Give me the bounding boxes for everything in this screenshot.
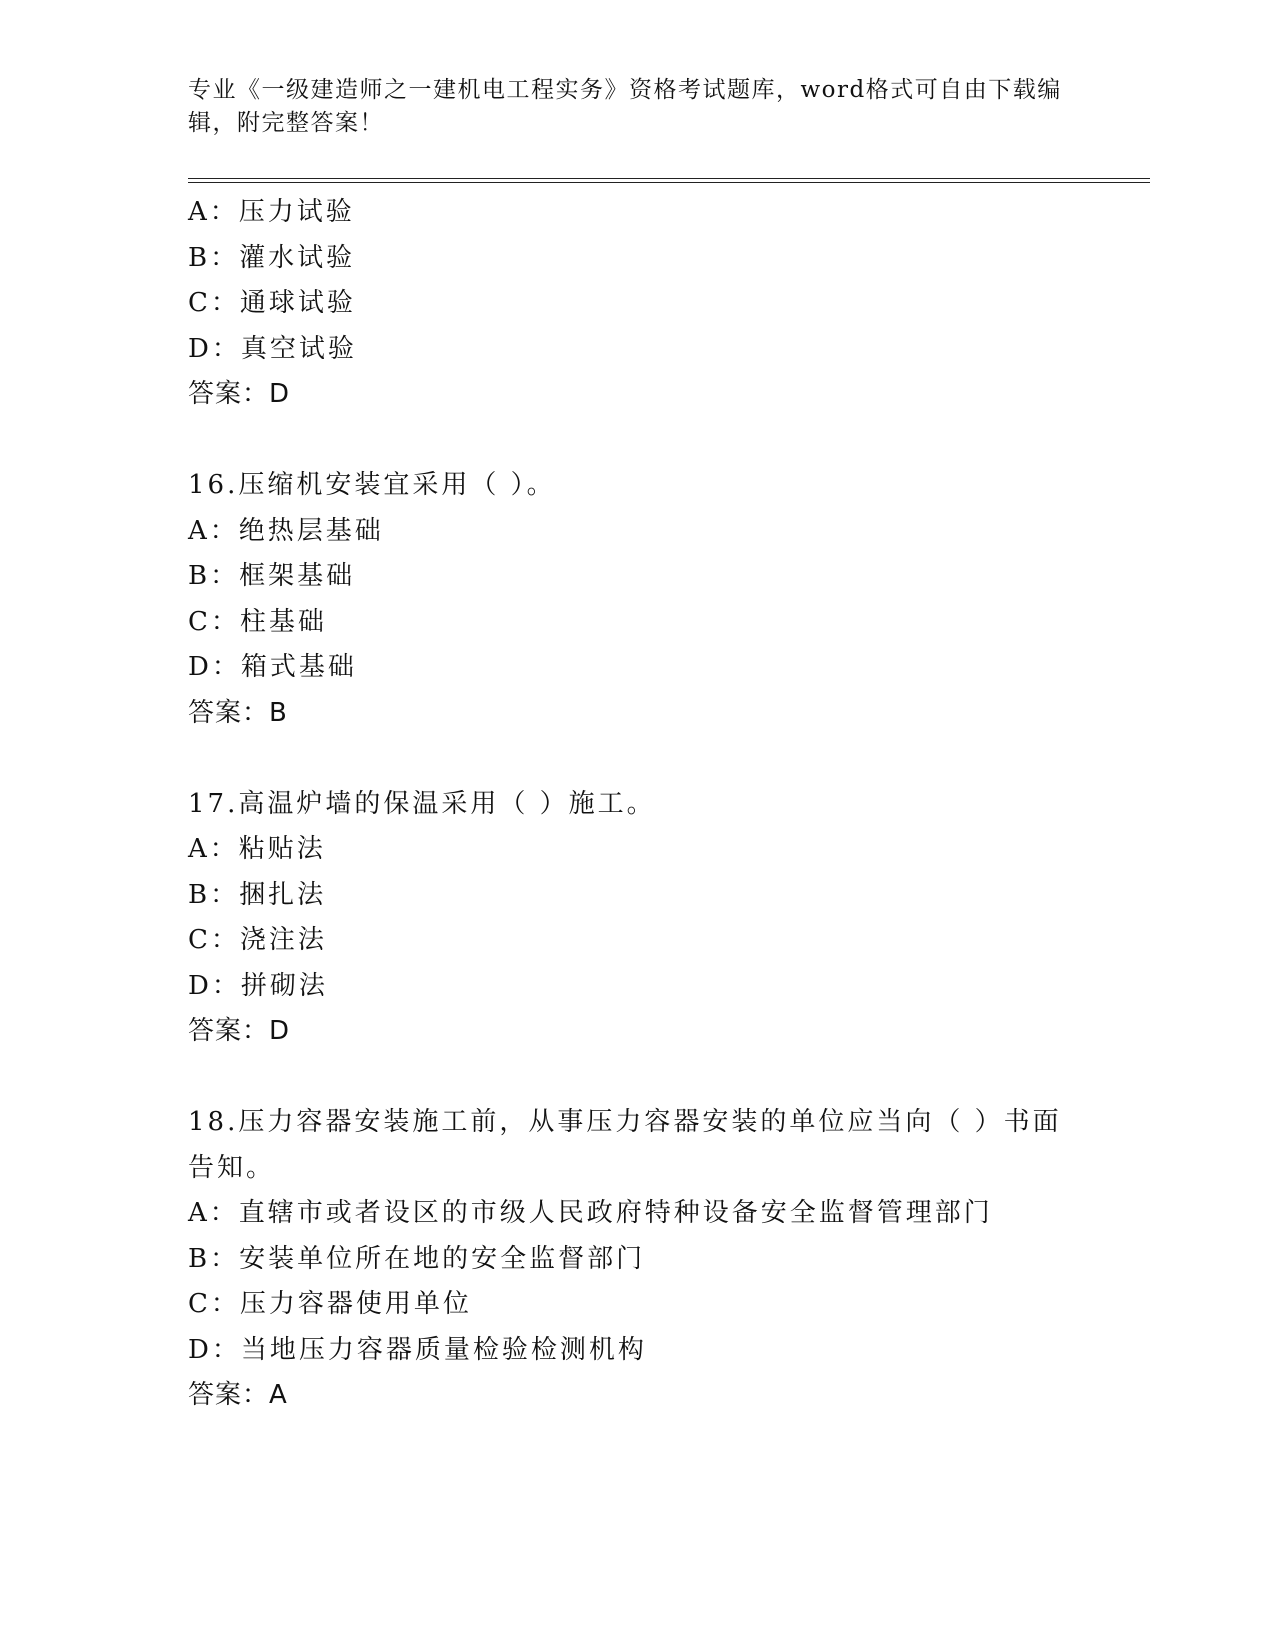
spacer [188,418,1088,464]
question-text: 18.压力容器安装施工前，从事压力容器安装的单位应当向（ ）书面告知。 [188,1107,1062,1183]
option-b: B：捆扎法 [188,879,327,910]
option-a: A：直辖市或者设区的市级人民政府特种设备安全监督管理部门 [188,1198,993,1228]
question-list [188,190,1088,1419]
option-c: C：浇注法 [188,925,327,955]
option-d: D：箱式基础 [188,652,357,682]
question-18 [188,1100,1088,1419]
question-17 [188,782,1088,1055]
option-c: C：压力容器使用单位 [188,1289,472,1319]
answer: 答案：B [188,697,288,728]
option-b: B：安装单位所在地的安全监督部门 [188,1243,646,1274]
answer: 答案：D [188,1016,291,1046]
option-a: A：粘贴法 [188,834,326,864]
option-d: D：真空试验 [188,333,357,364]
document-header: 专业《一级建造师之一建机电工程实务》资格考试题库，word格式可自由下载编辑，附完整答案！ [188,77,1062,136]
question-15 [188,190,1088,418]
option-b: B：灌水试验 [188,242,356,273]
header-divider-bottom [188,182,1150,183]
spacer [188,1055,1088,1101]
answer: 答案：A [188,1380,288,1410]
option-d: D：拼砌法 [188,970,328,1001]
option-c: C：柱基础 [188,606,327,637]
option-a: A：压力试验 [188,197,355,227]
question-text: 17.高温炉墙的保温采用（ ）施工。 [188,788,656,819]
question-16 [188,463,1088,736]
option-a: A：绝热层基础 [188,515,384,546]
header-divider-top [188,178,1150,179]
answer: 答案：D [188,379,291,409]
option-d: D：当地压力容器质量检验检测机构 [188,1334,647,1365]
question-text: 16.压缩机安装宜采用（ ）。 [188,470,556,500]
option-b: B：框架基础 [188,561,356,591]
spacer [188,736,1088,782]
option-c: C：通球试验 [188,288,356,318]
